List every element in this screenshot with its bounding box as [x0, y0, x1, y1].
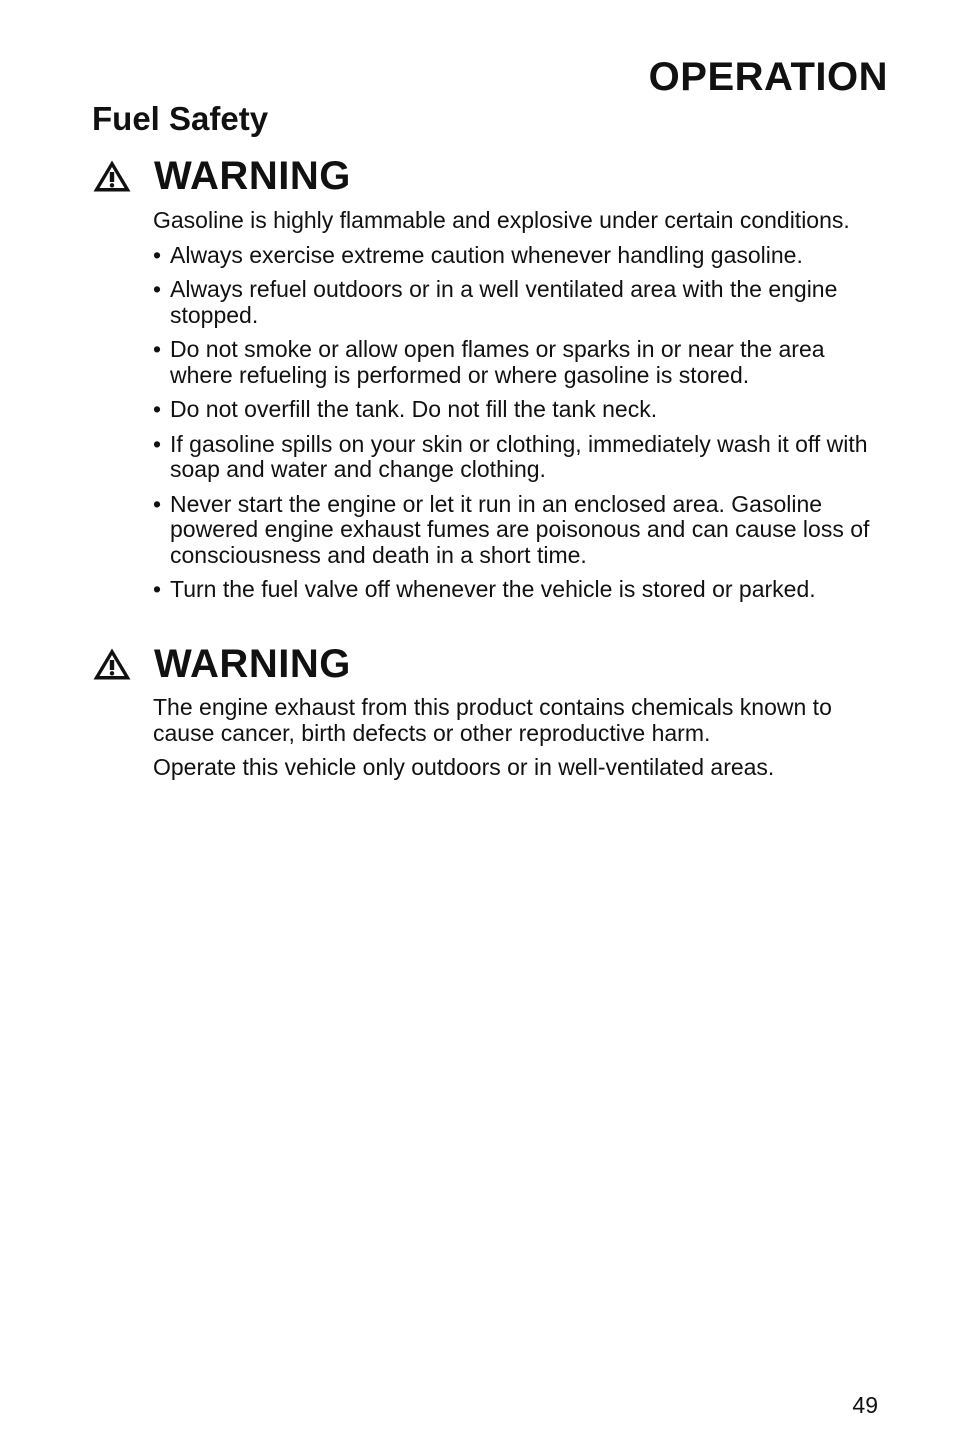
warning-triangle-icon [92, 159, 132, 193]
warning-body [153, 695, 892, 781]
bullet-item: • If gasoline spills on your skin or clothing, immediately wash it off with soap and water and change clothing. [153, 432, 892, 483]
warning-paragraph: Operate this vehicle only outdoors or in well-ventilated areas. [153, 754, 775, 780]
bullet-item: • Do not smoke or allow open flames or sparks in or near the area where refueling is performed or where gasoline is stored. [153, 337, 892, 388]
bullet-item: • Turn the fuel valve off whenever the vehicle is stored or parked. [153, 577, 892, 603]
bullet-item: • Always exercise extreme caution whenever handling gasoline. [153, 243, 892, 269]
bullet-item: • Do not overfill the tank. Do not fill the tank neck. [153, 397, 892, 423]
warning-paragraph: The engine exhaust from this product contains chemicals known to cause cancer, birth defects or other reproductive harm. [153, 694, 832, 746]
warning-title: WARNING [154, 642, 351, 686]
warning-title: WARNING [154, 154, 351, 198]
exhaust-warning-block [92, 639, 892, 790]
warning-header [92, 639, 892, 689]
warning-body [153, 208, 892, 603]
warning-triangle-icon [92, 647, 132, 681]
page-number: 49 [852, 1392, 878, 1418]
bullet-item: • Never start the engine or let it run in an enclosed area. Gasoline powered engine exhaust fumes are poisonous and can cause loss of consciousness and death in a short time. [153, 492, 892, 569]
warning-header [92, 151, 892, 201]
fuel-warning-block [92, 151, 892, 612]
warning-intro: Gasoline is highly flammable and explosive under certain conditions. [153, 207, 850, 233]
subsection-title: Fuel Safety [92, 100, 269, 137]
warning-bullet-list [153, 243, 892, 603]
bullet-item: • Always refuel outdoors or in a well ventilated area with the engine stopped. [153, 277, 892, 328]
section-title: OPERATION [648, 55, 888, 99]
